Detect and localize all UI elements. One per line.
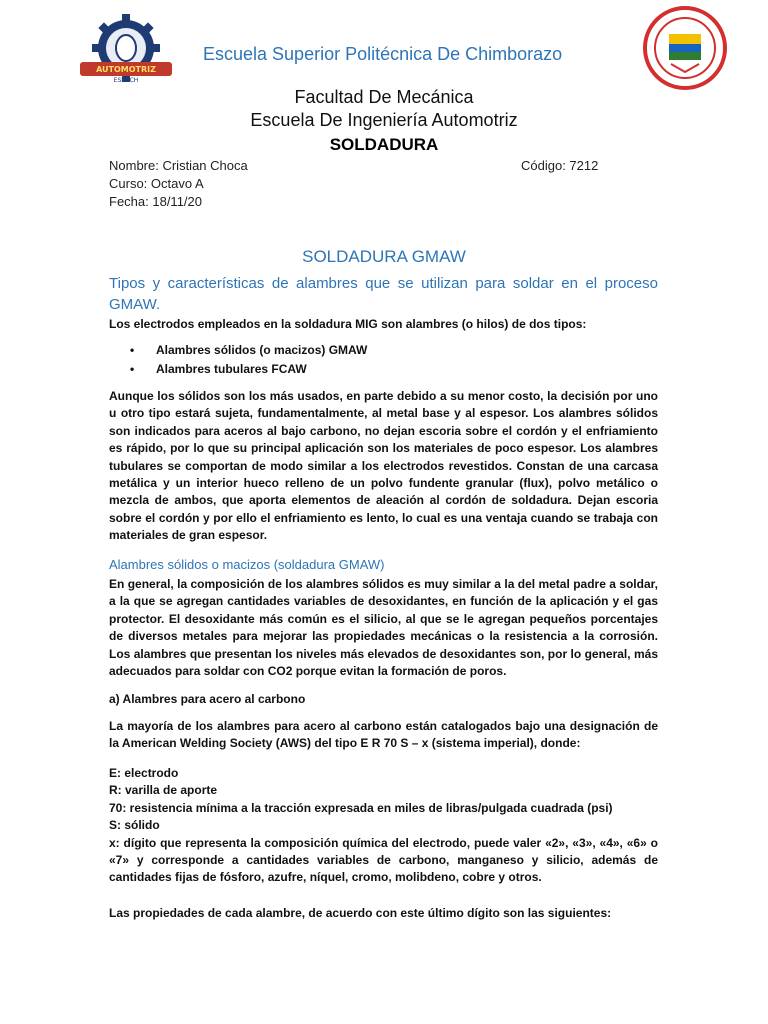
student-course: Curso: Octavo A — [109, 176, 204, 191]
school-name: Escuela Superior Politécnica De Chimborazo — [203, 44, 563, 64]
list-item: E: electrodo — [109, 766, 179, 780]
designation-definitions — [109, 765, 658, 887]
seal-logo-icon — [643, 6, 727, 90]
list-item: R: varilla de aporte — [109, 783, 218, 798]
list-item: x: dígito que representa la composición química del electrodo, puede valer «2», «3», «4», «6» o «7» y corresponde a cantidades variables de carbono, manganeso y silicio, además de cantidades fijas de fósforo, azufre, níquel, cromo, molibdeno, cobre y otros. — [109, 835, 658, 885]
student-name: Nombre: Cristian Choca — [109, 158, 248, 173]
list-item: • Alambres sólidos (o macizos) GMAW — [130, 341, 367, 360]
report-date: Fecha: 18/11/20 — [109, 194, 202, 209]
list-item: S: sólido — [109, 818, 160, 833]
paragraph-aws-designation: La mayoría de los alambres para acero al carbono están catalogados bajo una designación de la American Welding Society (AWS) del tipo E R 70 S – x (sistema imperial), donde: — [109, 719, 658, 751]
espoch-seal — [643, 6, 727, 90]
document-title: SOLDADURA GMAW — [302, 247, 466, 266]
automotriz-logo — [76, 14, 176, 84]
faculty-name: Facultad De Mecánica — [294, 87, 474, 107]
subject-title: SOLDADURA — [329, 135, 439, 154]
list-item: • Alambres tubulares FCAW — [130, 360, 367, 379]
engineering-school-name: Escuela De Ingeniería Automotriz — [250, 110, 518, 130]
list-item: 70: resistencia mínima a la tracción expresada en miles de libras/pulgada cuadrada (psi) — [109, 800, 613, 815]
closing-sentence: Las propiedades de cada alambre, de acuerdo con este último dígito son las siguientes: — [109, 906, 612, 920]
logo-left-sub: ESPOCH — [113, 77, 139, 84]
wire-types-list — [130, 341, 367, 379]
logo-left-text: AUTOMOTRIZ — [96, 65, 156, 74]
paragraph-solid-composition: En general, la composición de los alambres sólidos es muy similar a la del metal padre a soldar, a la que se agregan cantidades variables de desoxidantes, en función de la aplicación y el gas protector. El desoxidante más común es el silicio, al que se le agregan pequeños porcentajes de diversos metales para mejorar las propiedades mecánicas o la resistencia a la corrosión. Los alambres que presentan los niveles más elevados de desoxidantes son, por lo general, más adecuados para soldar con CO2 porque evitan la formación de poros. — [109, 577, 658, 679]
paragraph-wire-comparison: Aunque los sólidos son los más usados, en parte debido a su menor costo, la decisión por uno u otro tipo estará sujeta, fundamentalmente, al metal base y al espesor. Los alambres sólidos son indicados para aceros al bajo carbono, no dejan escoria sobre el cordón y el enfriamiento es rápido, por lo que su principal aplicación son los materiales de poco espesor. Los alambres tubulares se comportan de modo similar a los electrodos revestidos. Constan de una carcasa metálica y un interior hueco relleno de un polvo fundente granular (flux), polvo metálico o mezcla de ambos, que aporta elementos de aleación al cordón de soldadura. Dejan escoria sobre el cordón y por ello el enfriamiento es lento, lo cual es una ventaja cuando se trabaja con materiales de gran espesor. — [109, 389, 658, 543]
intro-paragraph: Los electrodos empleados en la soldadura MIG son alambres (o hilos) de dos tipos: — [109, 317, 587, 331]
student-code: Código: 7212 — [521, 158, 599, 173]
gear-logo-icon — [76, 14, 176, 84]
section-heading-solid-wires: Alambres sólidos o macizos (soldadura GMAW) — [109, 557, 385, 572]
bullet-icon: • — [130, 362, 135, 376]
subheading-carbon-steel: a) Alambres para acero al carbono — [109, 692, 306, 706]
bullet-icon: • — [130, 343, 135, 357]
document-subtitle: Tipos y características de alambres que se utilizan para soldar en el proceso GMAW. — [109, 275, 658, 313]
